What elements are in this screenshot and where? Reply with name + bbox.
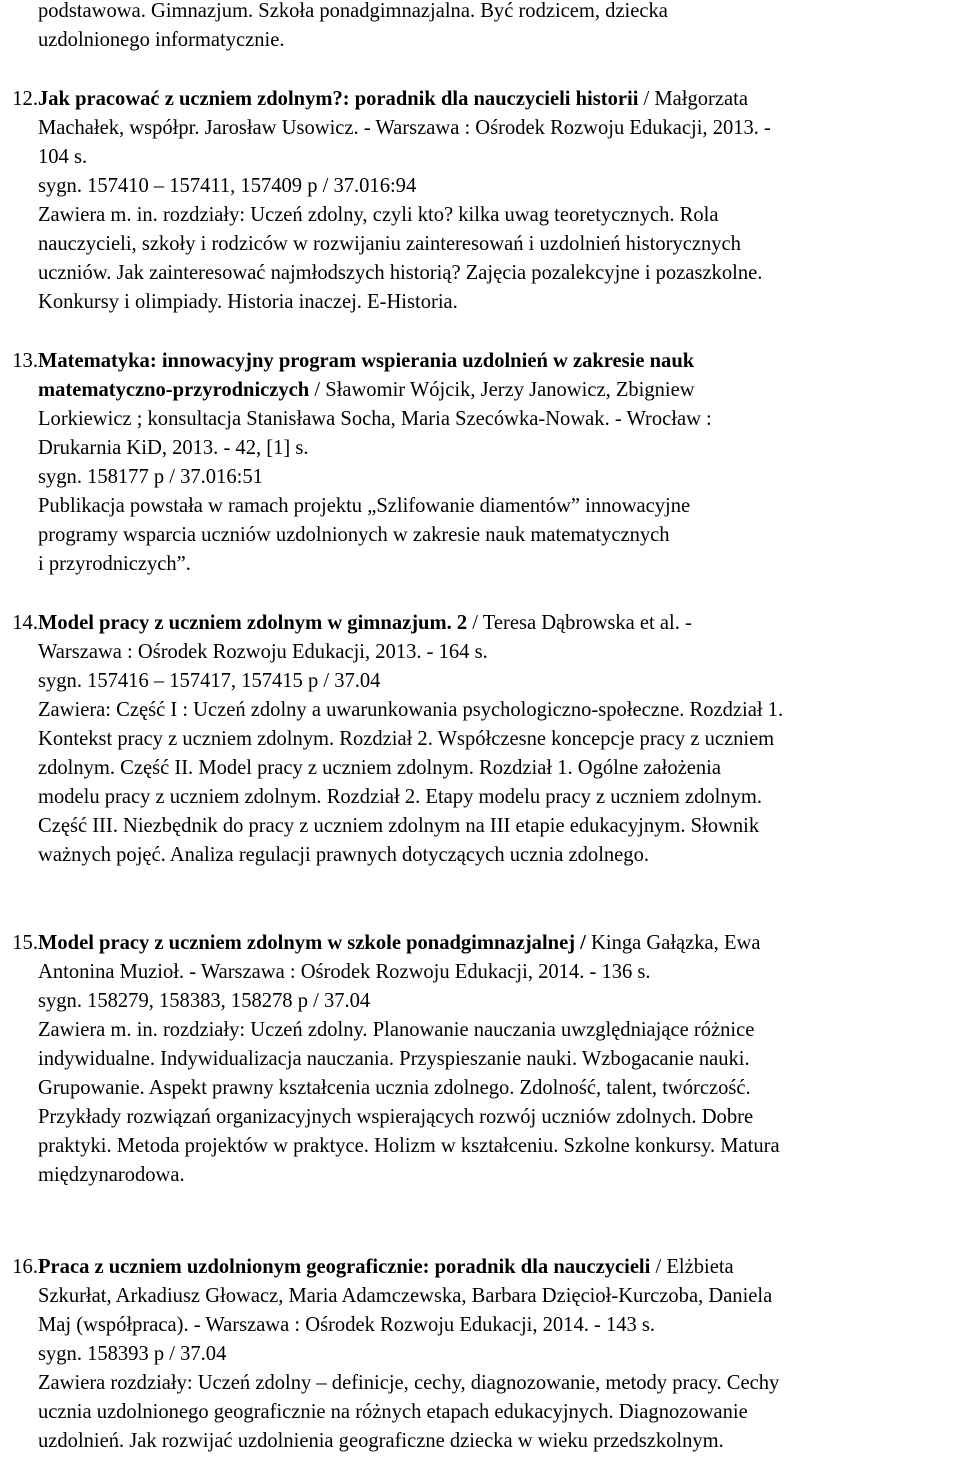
entry-title-continued: matematyczno-przyrodniczych — [38, 379, 310, 401]
entry-line: sygn. 158279, 158383, 158278 p / 37.04 — [38, 990, 371, 1012]
entry-line: Część III. Niezbędnik do pracy z uczniem zdolnym na III etapie edukacyjnym. Słownik — [38, 815, 760, 837]
entry-line: modelu pracy z uczniem zdolnym. Rozdział 2. Etapy modelu pracy z uczniem zdolnym. — [38, 786, 763, 808]
entry-line: Lorkiewicz ; konsultacja Stanisława Socha, Maria Szecówka-Nowak. - Wrocław : — [38, 408, 712, 430]
entry-body — [38, 0, 960, 55]
entry-fragment — [0, 0, 960, 55]
bibliography-entry-12 — [0, 85, 960, 317]
entry-title: Jak pracować z uczniem zdolnym?: poradnik dla nauczycieli historii — [38, 88, 639, 110]
entry-line: i przyrodniczych”. — [38, 553, 191, 575]
entry-authors: / Małgorzata — [638, 88, 748, 110]
entry-title: Model pracy z uczniem zdolnym w szkole ponadgimnazjalnej / — [38, 932, 586, 954]
entry-line: uczniów. Jak zainteresować najmłodszych historią? Zajęcia pozalekcyjne i pozaszkolne. — [38, 262, 763, 284]
entry-body — [38, 85, 960, 317]
entry-line: Publikacja powstała w ramach projektu „Szlifowanie diamentów” innowacyjne — [38, 495, 691, 517]
entry-line: Konkursy i olimpiady. Historia inaczej. E-Historia. — [38, 291, 458, 313]
entry-authors: / Teresa Dąbrowska et al. - — [467, 612, 692, 634]
entry-line: indywidualne. Indywidualizacja nauczania. Przyspieszanie nauki. Wzbogacanie nauki. — [38, 1048, 750, 1070]
entry-line: Szkurłat, Arkadiusz Głowacz, Maria Adamczewska, Barbara Dzięcioł-Kurczoba, Daniela — [38, 1285, 773, 1307]
entry-line: praktyki. Metoda projektów w praktyce. Holizm w kształceniu. Szkolne konkursy. Matura — [38, 1135, 780, 1157]
entry-title: Matematyka: innowacyjny program wspierania uzdolnień w zakresie nauk — [38, 350, 695, 372]
entry-line: Drukarnia KiD, 2013. - 42, [1] s. — [38, 437, 309, 459]
entry-authors: / Elżbieta — [650, 1256, 734, 1278]
entry-number: 12. — [12, 88, 38, 110]
entry-line: Zawiera m. in. rozdziały: Uczeń zdolny, czyli kto? kilka uwag teoretycznych. Rola — [38, 204, 719, 226]
entry-line: Machałek, współpr. Jarosław Usowicz. - Warszawa : Ośrodek Rozwoju Edukacji, 2013. - — [38, 117, 771, 139]
entry-line: sygn. 158393 p / 37.04 — [38, 1343, 227, 1365]
entry-number: 16. — [12, 1256, 38, 1278]
entry-line: nauczycieli, szkoły i rodziców w rozwijaniu zainteresowań i uzdolnień historycznych — [38, 233, 741, 255]
entry-line: międzynarodowa. — [38, 1164, 185, 1186]
entry-line: Warszawa : Ośrodek Rozwoju Edukacji, 2013. - 164 s. — [38, 641, 488, 663]
entry-line: Maj (współpraca). - Warszawa : Ośrodek Rozwoju Edukacji, 2014. - 143 s. — [38, 1314, 656, 1336]
entry-line: sygn. 157410 – 157411, 157409 p / 37.016:94 — [38, 175, 417, 197]
entry-title: Praca z uczniem uzdolnionym geograficznie: poradnik dla nauczycieli — [38, 1256, 651, 1278]
bibliography-entry-14 — [0, 609, 960, 870]
entry-number: 15. — [12, 932, 38, 954]
entry-line: ucznia uzdolnionego geograficznie na różnych etapach edukacyjnych. Diagnozowanie — [38, 1401, 748, 1423]
entry-authors: / Sławomir Wójcik, Jerzy Janowicz, Zbigniew — [309, 379, 695, 401]
entry-line: sygn. 158177 p / 37.016:51 — [38, 466, 263, 488]
entry-line: zdolnym. Część II. Model pracy z uczniem zdolnym. Rozdział 1. Ogólne założenia — [38, 757, 721, 779]
entry-line — [38, 376, 960, 405]
entry-line: Zawiera rozdziały: Uczeń zdolny – definicje, cechy, diagnozowanie, metody pracy. Cechy — [38, 1372, 780, 1394]
entry-line: podstawowa. Gimnazjum. Szkoła ponadgimnazjalna. Być rodzicem, dziecka — [38, 0, 668, 22]
entry-line: Zawiera: Część I : Uczeń zdolny a uwarunkowania psychologiczno-społeczne. Rozdział 1. — [38, 699, 784, 721]
entry-line — [38, 85, 960, 114]
entry-body — [38, 929, 960, 1190]
entry-line: sygn. 157416 – 157417, 157415 p / 37.04 — [38, 670, 381, 692]
bibliography-entry-13 — [0, 347, 960, 579]
entry-line: Zawiera m. in. rozdziały: Uczeń zdolny. Planowanie nauczania uwzględniające różnice — [38, 1019, 755, 1041]
bibliography-entry-15 — [0, 929, 960, 1190]
entry-line — [38, 1253, 960, 1282]
entry-line — [38, 609, 960, 638]
entry-line — [38, 929, 960, 958]
bibliography-entry-16 — [0, 1253, 960, 1456]
entry-line: programy wsparcia uczniów uzdolnionych w zakresie nauk matematycznych — [38, 524, 670, 546]
entry-line: Grupowanie. Aspekt prawny kształcenia ucznia zdolnego. Zdolność, talent, twórczość. — [38, 1077, 751, 1099]
entry-line: ważnych pojęć. Analiza regulacji prawnych dotyczących ucznia zdolnego. — [38, 844, 649, 866]
entry-line: Przykłady rozwiązań organizacyjnych wspierających rozwój uczniów zdolnych. Dobre — [38, 1106, 754, 1128]
entry-body — [38, 1253, 960, 1456]
entry-line: uzdolnionego informatycznie. — [38, 29, 285, 51]
entry-authors: Kinga Gałązka, Ewa — [585, 932, 761, 954]
entry-body — [38, 347, 960, 579]
entry-line: Antonina Muzioł. - Warszawa : Ośrodek Rozwoju Edukacji, 2014. - 136 s. — [38, 961, 651, 983]
entry-number: 14. — [12, 612, 38, 634]
entry-line: uzdolnień. Jak rozwijać uzdolnienia geograficzne dziecka w wieku przedszkolnym. — [38, 1430, 724, 1452]
entry-title: Model pracy z uczniem zdolnym w gimnazjum. 2 — [38, 612, 468, 634]
entry-body — [38, 609, 960, 870]
entry-line: Kontekst pracy z uczniem zdolnym. Rozdział 2. Współczesne koncepcje pracy z uczniem — [38, 728, 775, 750]
entry-number: 13. — [12, 350, 38, 372]
entry-line: 104 s. — [38, 146, 88, 168]
